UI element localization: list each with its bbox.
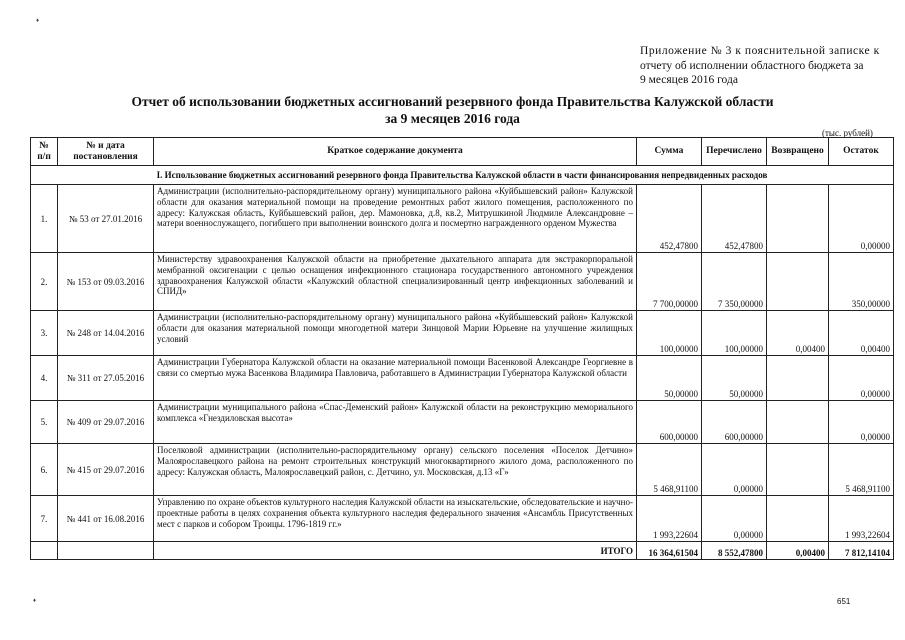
row-num: 6. bbox=[31, 444, 58, 496]
section-row bbox=[31, 166, 894, 185]
row-returned: 0,00400 bbox=[767, 311, 829, 356]
row-content: Администрации Губернатора Калужской области на оказание материальной помощи Васенковой Александре Георгиевне в связи со смертью мужа Васенкова Владимира Павловича, работавшего в Администрации Губернатора Калужской области bbox=[154, 356, 637, 401]
appendix-line: Приложение № 3 к пояснительной записке к bbox=[640, 45, 880, 57]
report-title-line: Отчет об использовании бюджетных ассигнований резервного фонда Правительства Калужской области bbox=[131, 94, 774, 109]
section-title: I. Использование бюджетных ассигнований резервного фонда Правительства Калужской области в части финансирования непредвиденных расходов bbox=[31, 166, 894, 185]
row-content: Управлению по охране объектов культурного наследия Калужской области на изыскательские, обследовательские и научно-проектные работы в целях сохранения объекта культурного наследия федерального значения «Ансамбль Присутственных мест с парков и собором Троицы. 1796-1819 гг.» bbox=[154, 496, 637, 542]
row-remainder: 0,00000 bbox=[829, 401, 894, 444]
row-remainder: 0,00400 bbox=[829, 311, 894, 356]
appendix-line: 9 месяцев 2016 года bbox=[640, 74, 738, 86]
row-transferred: 0,00000 bbox=[702, 496, 767, 542]
header-content: Краткое содержание документа bbox=[154, 138, 637, 166]
row-returned bbox=[767, 356, 829, 401]
row-num: 3. bbox=[31, 311, 58, 356]
scan-speck: ♦ bbox=[33, 598, 37, 604]
row-transferred: 7 350,00000 bbox=[702, 253, 767, 311]
row-returned bbox=[767, 253, 829, 311]
row-decree: № 441 от 16.08.2016 bbox=[58, 496, 154, 542]
appendix-note bbox=[640, 44, 890, 88]
table-row bbox=[31, 253, 894, 311]
row-remainder: 0,00000 bbox=[829, 185, 894, 253]
row-transferred: 50,00000 bbox=[702, 356, 767, 401]
row-content: Поселковой администрации (исполнительно-распорядительному органу) сельского поселения «Поселок Детчино» Малоярославецкого района на ремонт строительных конструкций многоквартирного жилого дома, расположенного по адресу: Калужская область, Малоярославецкий район, с. Детчино, ул. Московская, д.13 «Г» bbox=[154, 444, 637, 496]
row-returned bbox=[767, 444, 829, 496]
row-num: 5. bbox=[31, 401, 58, 444]
row-num: 1. bbox=[31, 185, 58, 253]
row-num: 2. bbox=[31, 253, 58, 311]
reserve-fund-table bbox=[30, 137, 894, 560]
row-remainder: 1 993,22604 bbox=[829, 496, 894, 542]
appendix-line: отчету об исполнении областного бюджета за bbox=[640, 59, 864, 72]
row-sum: 7 700,00000 bbox=[637, 253, 702, 311]
table-header-row bbox=[31, 138, 894, 166]
row-content: Министерству здравоохранения Калужской области на приобретение дыхательного аппарата для экстракорпоральной мембранной оксигенации с целью оснащения инфекционного стационара государственного автономного учреждения здравоохранения Калужской области «Калужский областной специализированный центр инфекционных заболеваний и СПИД» bbox=[154, 253, 637, 311]
scan-speck: ♦ bbox=[36, 18, 40, 24]
report-title bbox=[0, 93, 905, 127]
total-label: ИТОГО bbox=[154, 542, 637, 560]
page-number: 651 bbox=[837, 597, 851, 606]
row-transferred: 100,00000 bbox=[702, 311, 767, 356]
total-returned: 0,00400 bbox=[767, 542, 829, 560]
total-remainder: 7 812,14104 bbox=[829, 542, 894, 560]
header-transferred: Перечислено bbox=[702, 138, 767, 166]
total-blank bbox=[31, 542, 58, 560]
row-sum: 452,47800 bbox=[637, 185, 702, 253]
row-content: Администрации муниципального района «Спас-Деменский район» Калужской области на реконструкцию мемориального комплекса «Гнездиловская высота» bbox=[154, 401, 637, 444]
row-transferred: 600,00000 bbox=[702, 401, 767, 444]
header-num: № п/п bbox=[31, 138, 58, 166]
header-remainder: Остаток bbox=[829, 138, 894, 166]
row-transferred: 452,47800 bbox=[702, 185, 767, 253]
row-returned bbox=[767, 185, 829, 253]
header-decree: № и дата постановления bbox=[58, 138, 154, 166]
table-row bbox=[31, 311, 894, 356]
row-returned bbox=[767, 401, 829, 444]
row-decree: № 153 от 09.03.2016 bbox=[58, 253, 154, 311]
row-num: 4. bbox=[31, 356, 58, 401]
row-sum: 50,00000 bbox=[637, 356, 702, 401]
total-transferred: 8 552,47800 bbox=[702, 542, 767, 560]
row-decree: № 409 от 29.07.2016 bbox=[58, 401, 154, 444]
table-row bbox=[31, 401, 894, 444]
table-row bbox=[31, 496, 894, 542]
row-remainder: 5 468,91100 bbox=[829, 444, 894, 496]
row-decree: № 53 от 27.01.2016 bbox=[58, 185, 154, 253]
row-returned bbox=[767, 496, 829, 542]
total-blank bbox=[58, 542, 154, 560]
row-content: Администрации (исполнительно-распорядительному органу) муниципального района «Куйбышевский район» Калужской области для оказания материальной помощи на проведение ремонтных работ жилого помещения, расположенного по адресу: Калужская область, Куйбышевский район, дер. Мамоновка, д.8, кв.2, Митрушкиной Людмиле Александровне – матери военнослужащего, погибшего при выполнении воинского долга и посмертно награжденного орденом Мужества bbox=[154, 185, 637, 253]
table-row bbox=[31, 444, 894, 496]
row-sum: 5 468,91100 bbox=[637, 444, 702, 496]
row-decree: № 311 от 27.05.2016 bbox=[58, 356, 154, 401]
table-row bbox=[31, 185, 894, 253]
header-returned: Возвращено bbox=[767, 138, 829, 166]
row-sum: 100,00000 bbox=[637, 311, 702, 356]
row-decree: № 415 от 29.07.2016 bbox=[58, 444, 154, 496]
row-content: Администрации (исполнительно-распорядительному органу) муниципального района «Куйбышевский район» Калужской области для оказания материальной помощи многодетной матери Зинцовой Марии Юрьевне на улучшение жилищных условий bbox=[154, 311, 637, 356]
units-label: (тыс. рублей) bbox=[822, 128, 873, 138]
row-num: 7. bbox=[31, 496, 58, 542]
report-title-line: за 9 месяцев 2016 года bbox=[385, 111, 520, 126]
row-transferred: 0,00000 bbox=[702, 444, 767, 496]
row-decree: № 248 от 14.04.2016 bbox=[58, 311, 154, 356]
table-row bbox=[31, 356, 894, 401]
row-remainder: 0,00000 bbox=[829, 356, 894, 401]
row-remainder: 350,00000 bbox=[829, 253, 894, 311]
row-sum: 600,00000 bbox=[637, 401, 702, 444]
row-sum: 1 993,22604 bbox=[637, 496, 702, 542]
total-row bbox=[31, 542, 894, 560]
total-sum: 16 364,61504 bbox=[637, 542, 702, 560]
header-sum: Сумма bbox=[637, 138, 702, 166]
